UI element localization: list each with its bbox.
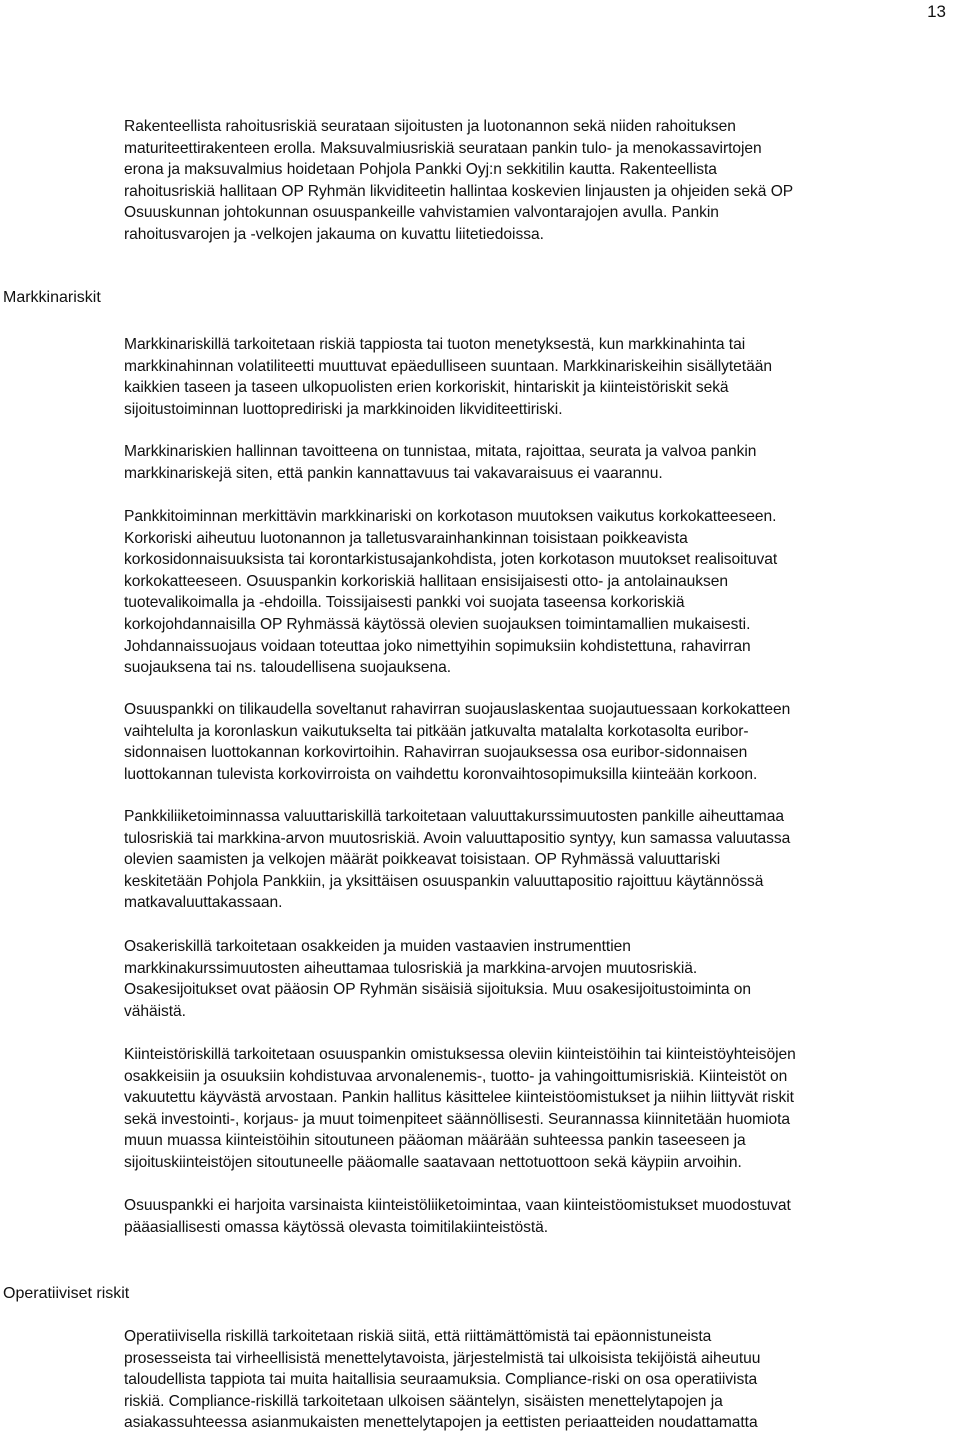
paragraph-operational-risk [124,1326,954,1434]
text-line: Markkinariskillä tarkoitetaan riskiä tappiosta tai tuoton menetyksestä, kun markkinahinta tai [124,336,746,353]
text-line: suojauksena tai ns. taloudellisena suojauksena. [124,659,452,677]
text-line: sidonnaisen luottokannan korkovirtoihin. Rahavirran suojauksessa osa euribor-sidonnaisen [124,744,748,762]
paragraph-market-risk-definition [124,334,954,420]
text-line: riskiä. Compliance-riskillä tarkoitetaan ulkoisen sääntelyn, sisäisten menettelytapojen ja [124,1392,723,1410]
text-line: markkinahinnan volatiliteetti muuttuvat epäedulliseen suuntaan. Markkinariskeihin sisällytetään [124,357,772,375]
text-line: Rakenteellista rahoitusriskiä seurataan sijoitusten ja luotonannon sekä niiden rahoituksen [124,118,736,135]
text-line: Osuuskunnan johtokunnan osuuspankeille vahvistamien valvontarajojen avulla. Pankin [124,204,719,222]
text-line: markkinakurssimuutosten aiheuttamaa tulosriskiä ja markkina-arvojen muutosriskiä. [124,959,698,977]
paragraph-cash-flow-hedging [124,699,954,785]
text-line: markkinariskejä siten, että pankin kannattavuus tai vakavaraisuus ei vaarannu. [124,464,663,482]
text-line: kaikkien taseen ja taseen ulkopuolisten erien korkoriskit, hintariskit ja kiinteistöriskit sekä [124,379,729,397]
text-line: matkavaluuttakassaan. [124,894,283,912]
text-line: Osuuspankki on tilikaudella soveltanut rahavirran suojauslaskentaa suojautuessaan korkokatteen [124,701,791,718]
text-line: vakuutettu käyvästä arvostaan. Pankin hallitus käsittelee kiinteistöomistukset ja niihin liittyvät riskit [124,1089,794,1107]
heading-market-risks: Markkinariskit [3,289,101,306]
text-line: luottokannan tulevista korkovirroista on vaihdettu koronvaihtosopimuksilla kiinteään korkoon. [124,765,758,783]
text-line: Pankkiliiketoiminnassa valuuttariskillä tarkoitetaan valuuttakurssimuutosten pankille aiheuttamaa [124,808,784,825]
text-line: Operatiivisella riskillä tarkoitetaan riskiä siitä, että riittämättömistä tai epäonnistuneista [124,1328,712,1345]
text-line: Osuuspankki ei harjoita varsinaista kiinteistöliiketoimintaa, vaan kiinteistöomistukset muodostuvat [124,1197,791,1214]
paragraph-real-estate-risk [124,1044,954,1174]
text-line: Osakeriskillä tarkoitetaan osakkeiden ja muiden vastaavien instrumenttien [124,938,631,955]
text-line: Osakesijoitukset ovat pääosin OP Ryhmän sisäisiä sijoituksia. Muu osakesijoitustoiminta on [124,981,752,999]
text-line: rahoitusriskiä hallitaan OP Ryhmän likviditeetin hallintaa koskevien linjausten ja ohjeiden sekä OP [124,182,794,200]
text-line: erona ja maksuvalmius hoidetaan Pohjola Pankki Oyj:n sekkitilin kautta. Rakenteellista [124,161,717,179]
text-line: Kiinteistöriskillä tarkoitetaan osuuspankin omistuksessa oleviin kiinteistöihin tai kiinteistöyhteisöjen [124,1046,796,1063]
text-line: Korkoriski aiheutuu luotonannon ja talletusvarainhankinnan toisistaan poikkeavista [124,529,688,547]
paragraph-interest-rate-risk [124,506,954,679]
text-line: korkosidonnaisuuksista tai korontarkistusajankohdista, joten korkotason muutokset realisoituvat [124,551,778,569]
text-line: korkojohdannaisilla OP Ryhmässä käytössä olevien suojauksen toimintamallien mukaisesti. [124,615,751,633]
text-line: asiakassuhteessa asianmukaisten menettelytapojen ja eettisten periaatteiden noudattamatta [124,1414,758,1432]
text-line: vähäistä. [124,1002,186,1020]
paragraph-market-risk-management [124,441,954,484]
text-line: muun muassa kiinteistöihin sitoutuneen pääoman määrään suhteessa pankin taseeseen ja [124,1132,746,1150]
text-line: tuotevalikoimalla ja -ehdoilla. Toissijaisesti pankki voi suojata taseensa korkoriskiä [124,594,685,612]
text-line: olevien saamisten ja velkojen määrät poikkeavat toisistaan. OP Ryhmässä valuuttariski [124,851,721,869]
text-line: maturiteettirakenteen erolla. Maksuvalmiusriskiä seurataan pankin tulo- ja menokassavirtojen [124,139,762,157]
paragraph-currency-risk [124,806,954,914]
text-line: rahoitusvarojen ja -velkojen jakauma on kuvattu liitetiedoissa. [124,225,544,243]
text-line: keskitetään Pohjola Pankkiin, ja yksittäisen osuuspankin valuuttapositio rajoittuu käytännössä [124,872,764,890]
text-line: sekä investointi-, korjaus- ja muut toimenpiteet säännöllisesti. Seurannassa kiinnitetään huomiota [124,1110,790,1128]
text-line: vaihtelulta ja koronlaskun vaikutukselta tai pitkään jatkuvalta matalalta korkotasolta euribor- [124,722,749,740]
text-line: sijoituskiinteistöjen sitoutuneelle pääomalle saatavaan nettotuottoon sekä käypiin arvoihin. [124,1153,742,1171]
text-line: tulosriskiä tai markkina-arvon muutosriskiä. Avoin valuuttapositio syntyy, kun samassa valuutassa [124,829,791,847]
text-line: prosesseista tai virheellisistä menettelytavoista, järjestelmistä tai ulkoisista tekijöistä aiheutuu [124,1349,761,1367]
text-line: Pankkitoiminnan merkittävin markkinariski on korkotason muutoksen vaikutus korkokatteeseen. [124,508,777,525]
text-line: Johdannaissuojaus voidaan toteuttaa joko nimettyihin sopimuksiin kohdistettuna, rahavirran [124,637,751,655]
heading-operational-risks: Operatiiviset riskit [3,1285,130,1302]
text-line: Markkinariskien hallinnan tavoitteena on tunnistaa, mitata, rajoittaa, seurata ja valvoa pankin [124,443,757,460]
text-line: taloudellista tappiota tai muita haitallisia seuraamuksia. Compliance-riski on osa operatiivista [124,1371,758,1389]
text-line: osakkeisiin ja osuuksiin kohdistuvaa arvonalenemis-, tuotto- ja vahingoittumisriskiä. Kiinteistöt on [124,1067,788,1085]
text-line: korkokatteeseen. Osuuspankin korkoriskiä hallitaan ensisijaisesti otto- ja antolainauksen [124,572,729,590]
paragraph-equity-risk [124,936,954,1022]
paragraph-structural-funding-risk [124,116,954,246]
text-line: sijoitustoiminnan luottoprediriski ja markkinoiden likviditeettiriski. [124,400,563,418]
page-number: 13 [927,2,946,21]
text-line: pääasiallisesti omassa käytössä olevasta toimitilakiinteistöstä. [124,1218,549,1236]
paragraph-real-estate-business [124,1195,954,1238]
